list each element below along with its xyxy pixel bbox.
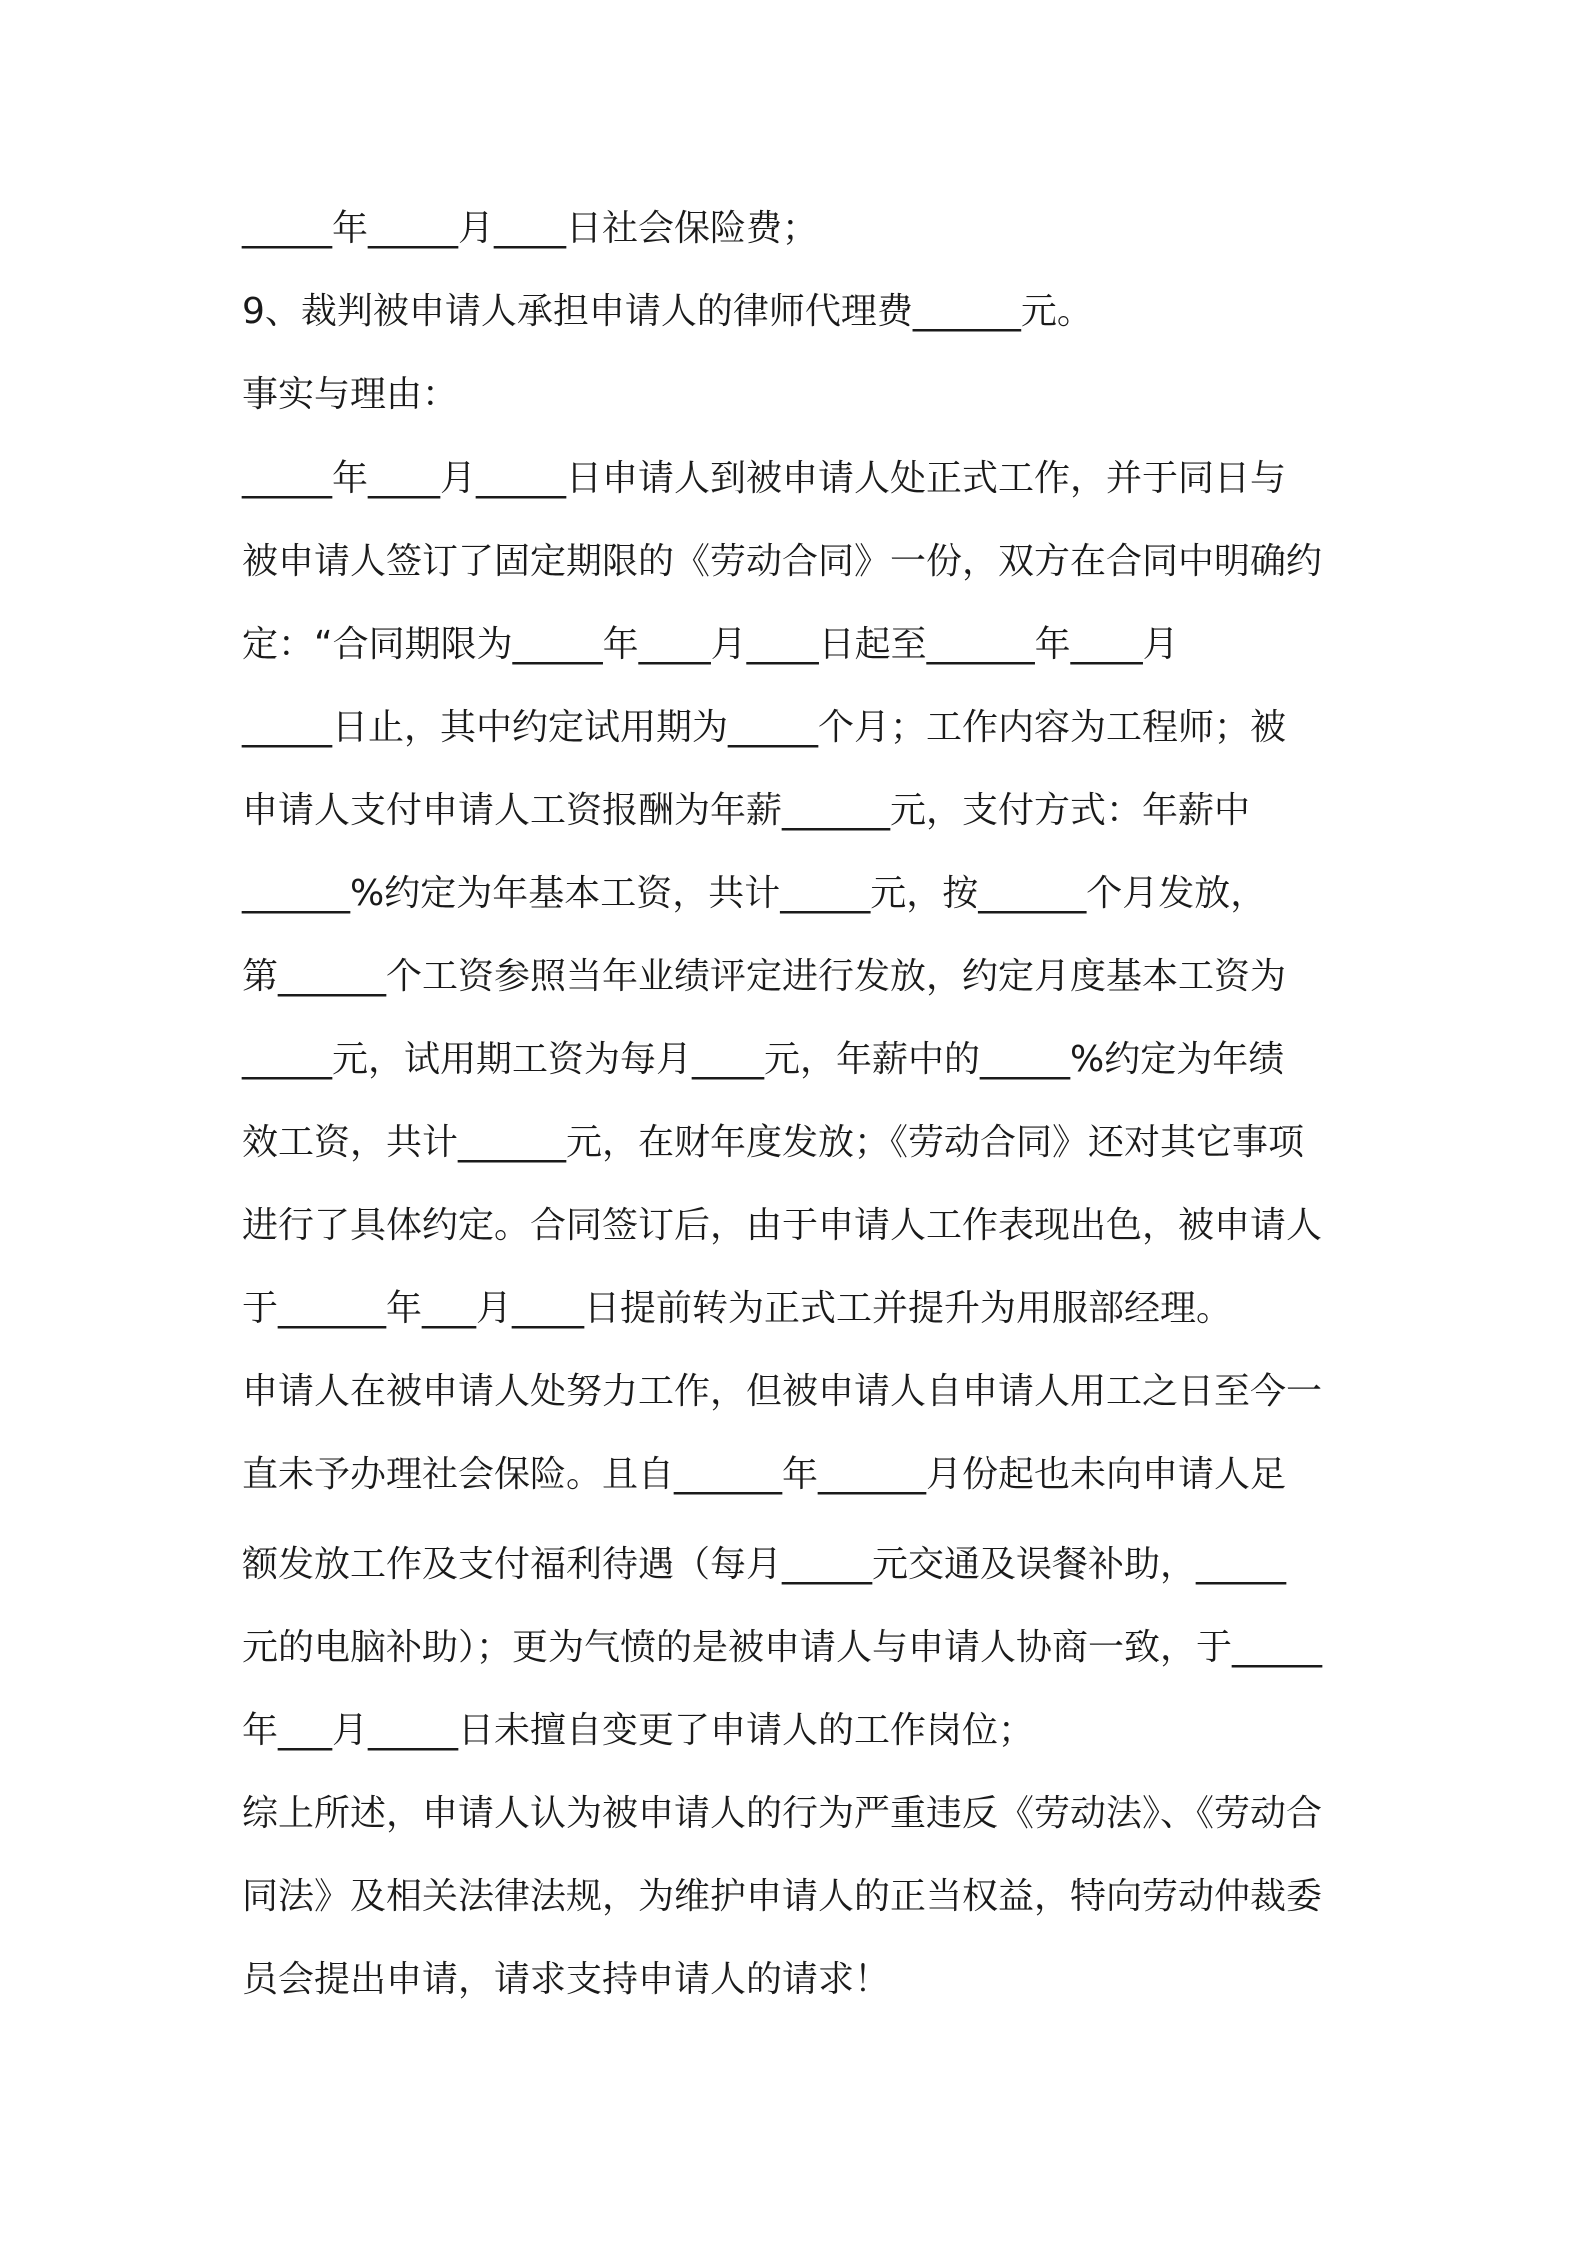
text-line: _____日止，其中约定试用期为_____个月；工作内容为工程师；被 — [242, 707, 1287, 748]
text-line: 综上所述，申请人认为被申请人的行为严重违反《劳动法》、《劳动合 — [242, 1793, 1323, 1834]
text-line: ______%约定为年基本工资，共计_____元，按______个月发放， — [242, 873, 1267, 914]
text-line: 年___月_____日未擅自变更了申请人的工作岗位； — [242, 1710, 1035, 1751]
text-line: 直未予办理社会保险。且自______年______月份起也未向申请人足 — [242, 1454, 1287, 1495]
text-line: 被申请人签订了固定期限的《劳动合同》一份，双方在合同中明确约 — [242, 541, 1323, 582]
text-line: 同法》及相关法律法规，为维护申请人的正当权益，特向劳动仲裁委 — [242, 1876, 1323, 1917]
text-line: 额发放工作及支付福利待遇（每月_____元交通及误餐补助，_____ — [242, 1544, 1287, 1585]
text-line: _____年_____月____日社会保险费； — [242, 208, 819, 249]
text-line: 9、裁判被申请人承担申请人的律师代理费______元。 — [242, 291, 1093, 332]
text-line: 元的电脑补助）；更为气愤的是被申请人与申请人协商一致，于_____ — [242, 1627, 1323, 1668]
text-line: 进行了具体约定。合同签订后，由于申请人工作表现出色，被申请人 — [242, 1205, 1323, 1246]
text-line: _____元，试用期工资为每月____元，年薪中的_____%约定为年绩 — [242, 1039, 1285, 1080]
text-line: 申请人支付申请人工资报酬为年薪______元，支付方式：年薪中 — [242, 790, 1251, 831]
text-line: 效工资，共计______元，在财年度发放；《劳动合同》还对其它事项 — [242, 1122, 1305, 1163]
section-heading: 事实与理由： — [242, 374, 459, 415]
text-line: _____年____月_____日申请人到被申请人处正式工作，并于同日与 — [242, 458, 1287, 499]
text-line: 第______个工资参照当年业绩评定进行发放，约定月度基本工资为 — [242, 956, 1287, 997]
text-line: 员会提出申请，请求支持申请人的请求！ — [242, 1959, 891, 2000]
text-line: 申请人在被申请人处努力工作，但被申请人自申请人用工之日至今一 — [242, 1371, 1323, 1412]
text-line: 于______年___月____日提前转为正式工并提升为用服部经理。 — [242, 1288, 1233, 1329]
text-line: 定：“合同期限为_____年____月____日起至______年____月 — [242, 624, 1179, 665]
